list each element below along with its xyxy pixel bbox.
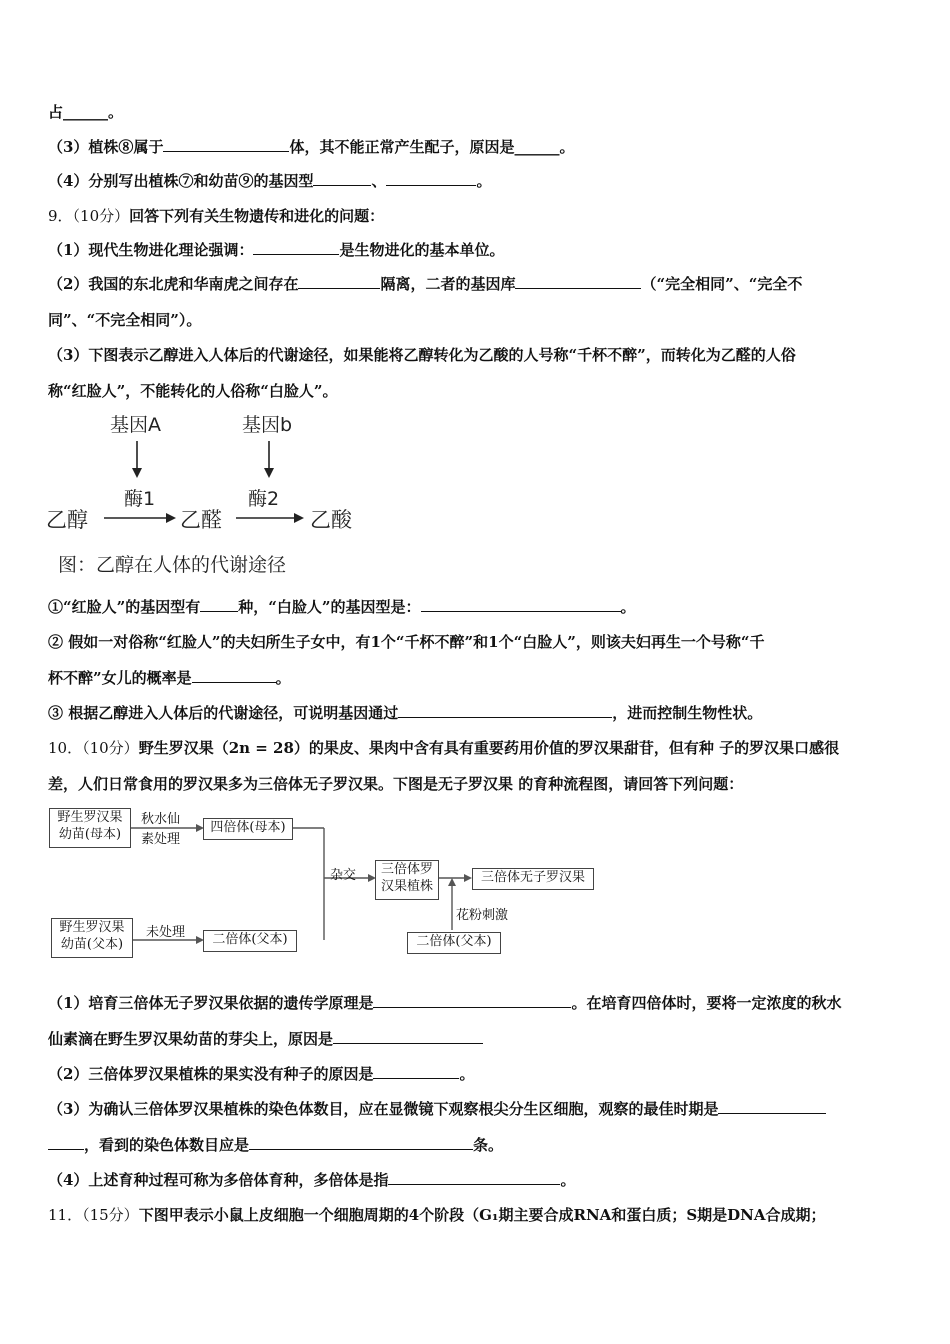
metabolic-pathway-figure bbox=[44, 408, 364, 580]
q9-part1: （1）现代生物进化理论强调： 是生物进化的基本单位。 bbox=[48, 241, 505, 259]
answer-blank[interactable] bbox=[421, 597, 621, 612]
colchicine-label: 秋水仙 素处理 bbox=[141, 812, 181, 847]
answer-blank[interactable] bbox=[398, 703, 612, 718]
arrow-right-icon bbox=[166, 513, 176, 523]
q9-part3-cont: 称“红脸人”，不能转化的人俗称“白脸人”。 bbox=[48, 382, 338, 400]
ethanol-label: 乙醇 bbox=[46, 508, 88, 532]
enzyme1-label: 酶1 bbox=[124, 488, 156, 510]
q10-part1: （1）培育三倍体无子罗汉果依据的遗传学原理是 。在培育四倍体时，要将一定浓度的秋水 bbox=[48, 994, 842, 1012]
q9-sub1: ①“红脸人”的基因型有 种，“白脸人”的基因型是： 。 bbox=[48, 598, 636, 616]
q8-part4: （4）分别写出植株⑦和幼苗⑨的基因型 、 。 bbox=[48, 172, 492, 190]
answer-blank[interactable] bbox=[718, 1099, 826, 1114]
answer-blank[interactable] bbox=[333, 1029, 483, 1044]
answer-blank[interactable] bbox=[253, 240, 339, 255]
q10-part3-cont: ，看到的染色体数目应是 条。 bbox=[48, 1135, 503, 1155]
q9-sub3: ③ 根据乙醇进入人体后的代谢途径，可说明基因通过 ，进而控制生物性状。 bbox=[48, 704, 763, 722]
q9-part3: （3）下图表示乙醇进入人体后的代谢途径，如果能将乙醇转化为乙酸的人号称“千杯不醉”，而转化为乙醛的人俗 bbox=[48, 346, 796, 364]
q10-part2: （2）三倍体罗汉果植株的果实没有种子的原因是 。 bbox=[48, 1065, 475, 1083]
q11-header: 11．（15分）下图甲表示小鼠上皮细胞一个细胞周期的4个阶段（G₁期主要合成RNA和蛋白质；S期是DNA合成期； bbox=[48, 1206, 826, 1224]
cross-label: 杂交 bbox=[330, 868, 357, 883]
answer-blank[interactable] bbox=[249, 1135, 473, 1150]
answer-blank[interactable] bbox=[515, 274, 641, 289]
q9-sub2-cont: 杯不醉”女儿的概率是 。 bbox=[48, 669, 291, 687]
diploid-father-box-2: 二倍体(父本) bbox=[407, 932, 501, 954]
answer-blank[interactable] bbox=[388, 1170, 560, 1185]
pollen-stimulation-label: 花粉刺激 bbox=[456, 908, 509, 923]
triploid-plant-box: 三倍体罗 汉果植株 bbox=[375, 860, 439, 900]
q10-part1-cont: 仙素滴在野生罗汉果幼苗的芽尖上，原因是 bbox=[48, 1029, 483, 1049]
q9-header: 9．（10分）回答下列有关生物遗传和进化的问题： bbox=[48, 207, 385, 225]
answer-blank[interactable] bbox=[163, 137, 289, 152]
q10-intro-cont: 差，人们日常食用的罗汉果多为三倍体无子罗汉果。下图是无子罗汉果 的育种流程图，请回答下列问题： bbox=[48, 775, 744, 793]
arrow-down-icon bbox=[132, 468, 142, 478]
tetraploid-mother-box: 四倍体(母本) bbox=[203, 818, 293, 840]
q8-part3: （3）植株⑧属于 体，其不能正常产生配子，原因是______。 bbox=[48, 138, 575, 156]
seedless-fruit-box: 三倍体无子罗汉果 bbox=[472, 868, 594, 890]
answer-blank[interactable] bbox=[192, 668, 276, 683]
text-line: 占______。 bbox=[48, 103, 124, 121]
answer-blank[interactable] bbox=[48, 1135, 84, 1150]
acetaldehyde-label: 乙醛 bbox=[180, 508, 222, 532]
answer-blank[interactable] bbox=[386, 171, 476, 186]
enzyme2-label: 酶2 bbox=[248, 488, 280, 510]
q10-part3: （3）为确认三倍体罗汉果植株的染色体数目，应在显微镜下观察根尖分生区细胞，观察的最佳时期是 bbox=[48, 1099, 826, 1119]
answer-blank[interactable] bbox=[373, 1064, 459, 1079]
answer-blank[interactable] bbox=[313, 171, 371, 186]
answer-blank[interactable] bbox=[200, 597, 238, 612]
wild-seedling-father-box: 野生罗汉果 幼苗(父本) bbox=[51, 918, 133, 958]
answer-blank[interactable] bbox=[373, 993, 571, 1008]
arrow-down-icon bbox=[264, 468, 274, 478]
figure-caption: 图：乙醇在人体的代谢途径 bbox=[58, 554, 287, 576]
q9-sub2: ② 假如一对俗称“红脸人”的夫妇所生子女中，有1个“千杯不醉”和1个“白脸人”，则该夫妇再生一个号称“千 bbox=[48, 633, 765, 651]
gene-a-label: 基因A bbox=[110, 414, 161, 436]
q9-part2: （2）我国的东北虎和华南虎之间存在 隔离，二者的基因库 （“完全相同”、“完全不 bbox=[48, 275, 803, 293]
q10-header: 10．（10分）野生罗汉果（2n = 28）的果皮、果肉中含有具有重要药用价值的罗汉果甜苷，但有种 子的罗汉果口感很 bbox=[48, 739, 840, 757]
arrow-right-icon bbox=[464, 874, 472, 882]
q10-part4: （4）上述育种过程可称为多倍体育种，多倍体是指 。 bbox=[48, 1171, 576, 1189]
q9-part2-cont: 同”、“不完全相同”）。 bbox=[48, 311, 202, 329]
acetic-acid-label: 乙酸 bbox=[310, 508, 352, 532]
gene-b-label: 基因b bbox=[242, 414, 293, 436]
untreated-label: 未处理 bbox=[146, 925, 186, 940]
answer-blank[interactable] bbox=[298, 274, 380, 289]
diploid-father-box: 二倍体(父本) bbox=[203, 930, 297, 952]
arrow-up-icon bbox=[448, 878, 456, 886]
arrow-right-icon bbox=[294, 513, 304, 523]
wild-seedling-mother-box: 野生罗汉果 幼苗(母本) bbox=[49, 808, 131, 848]
